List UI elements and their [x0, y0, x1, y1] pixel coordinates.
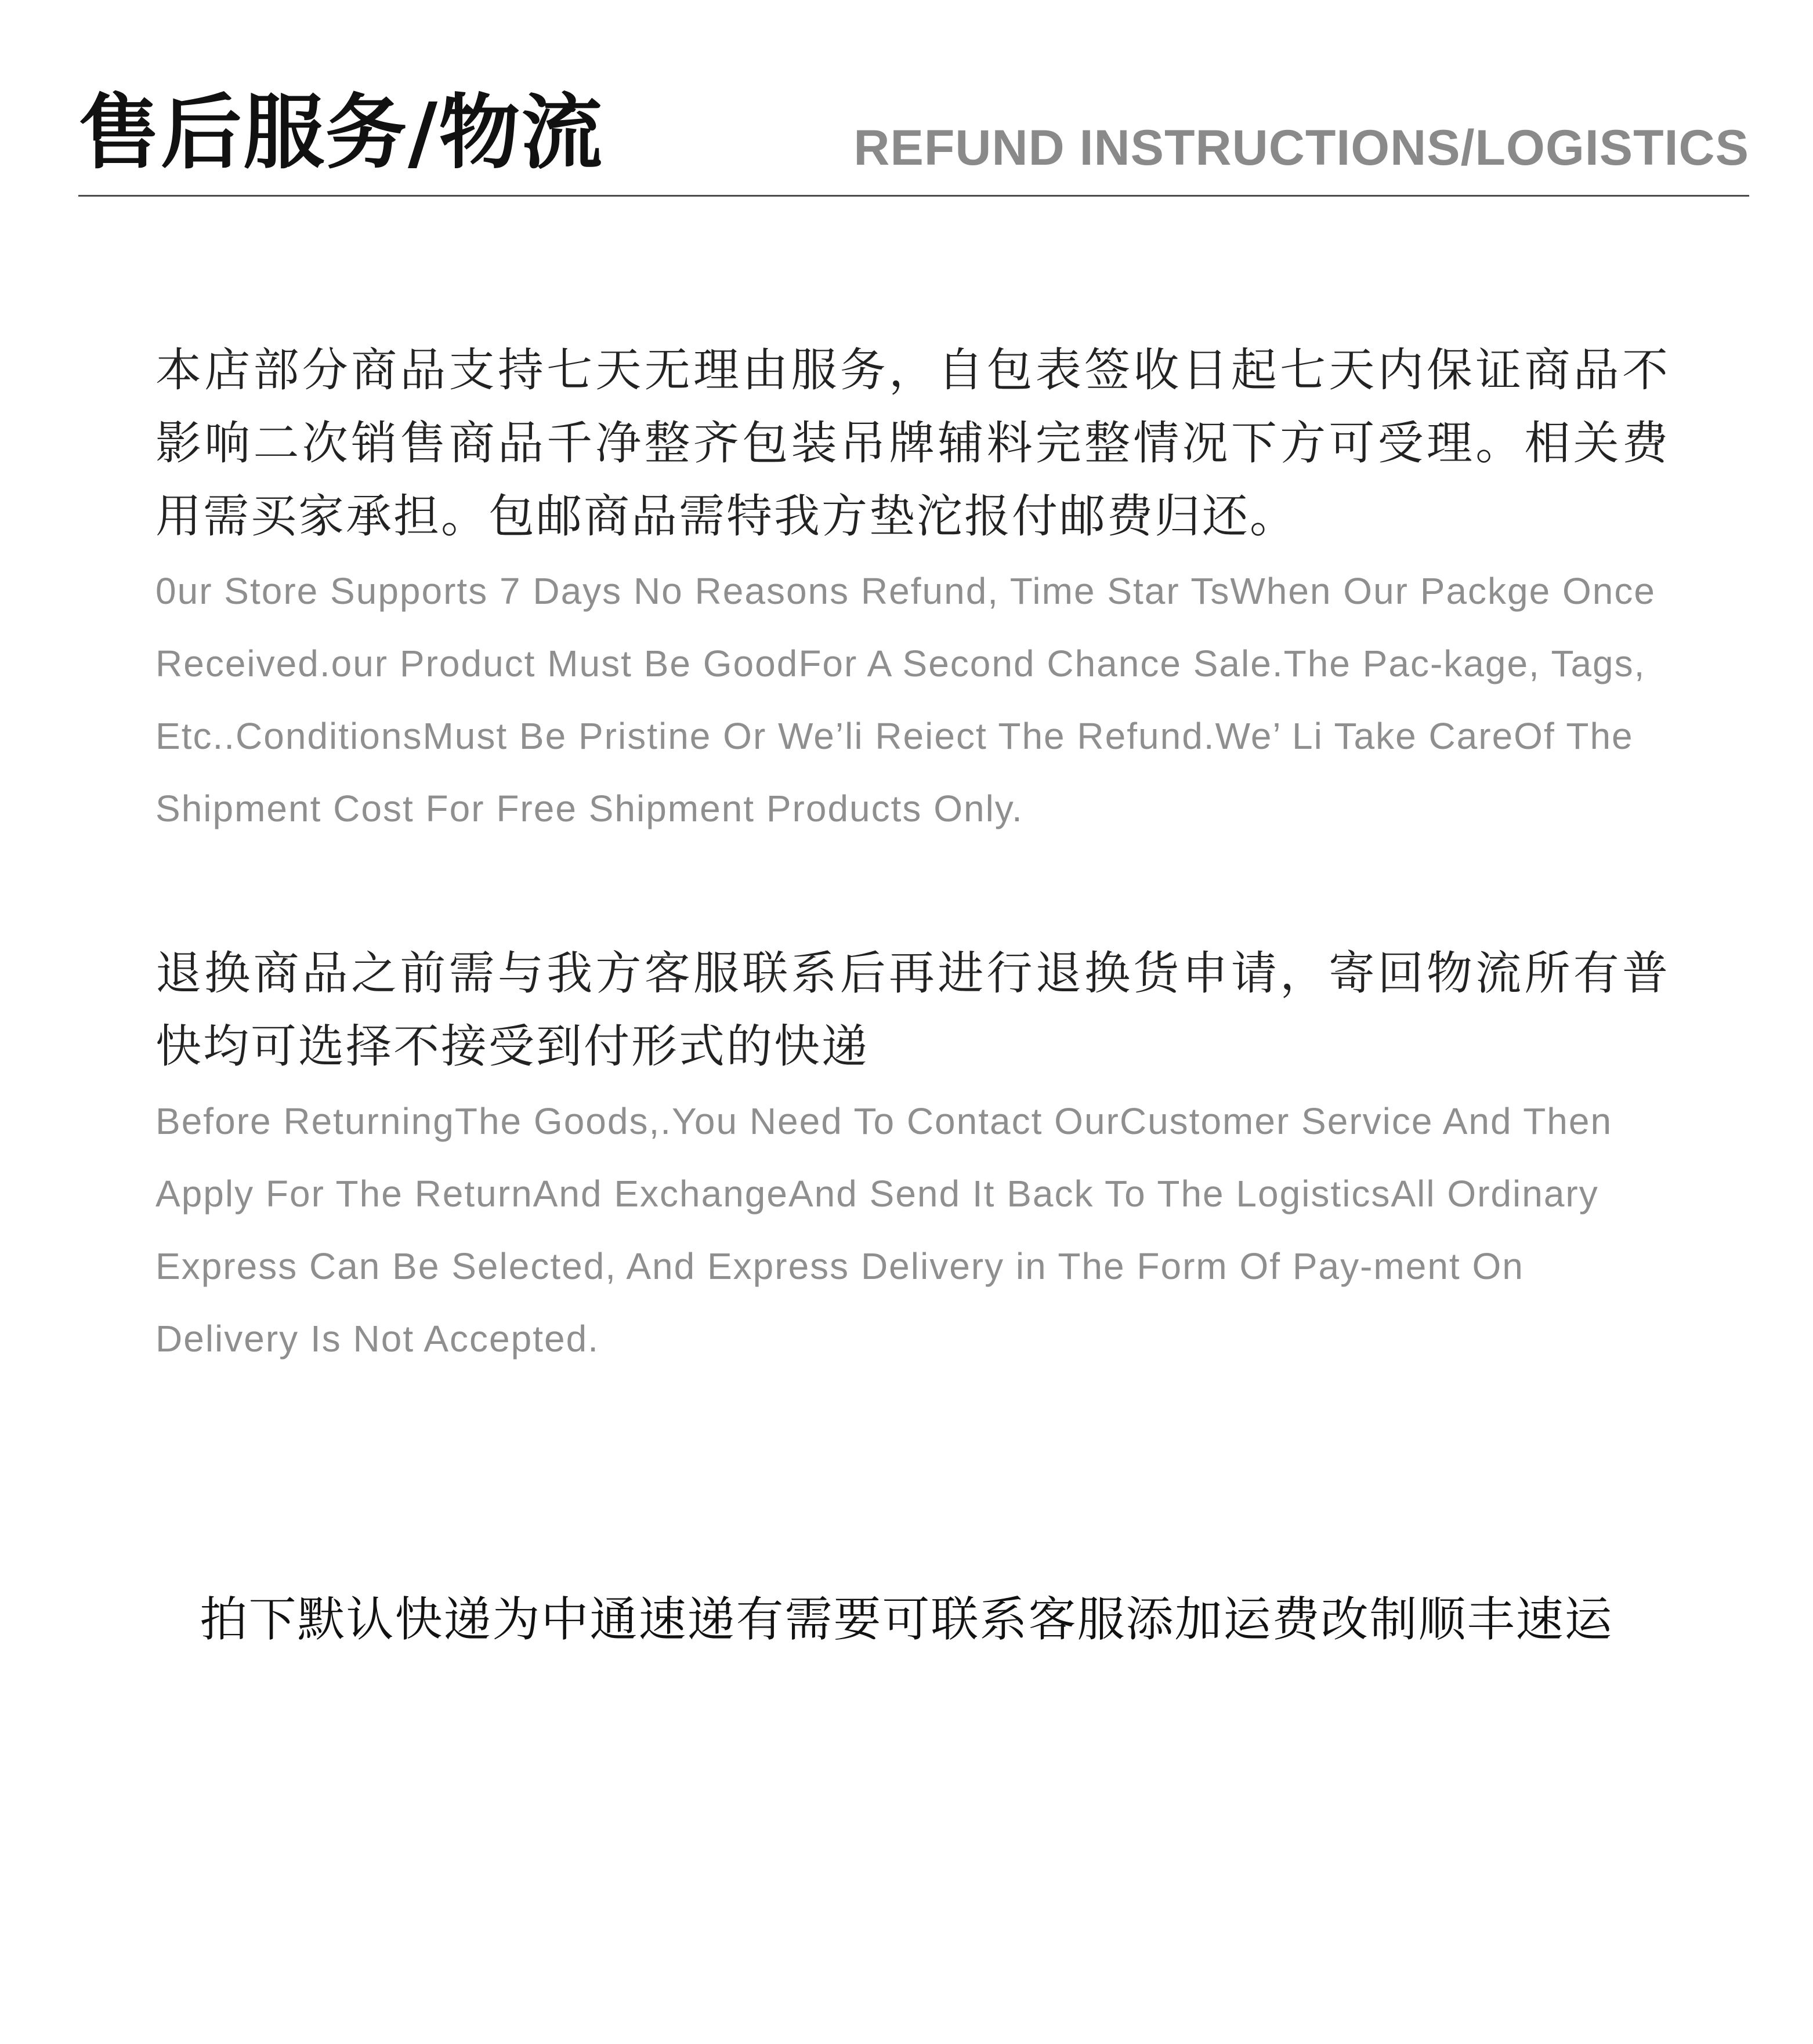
refund-policy-english: 0ur Store Supports 7 Days No Reasons Refund, Time Star TsWhen Our Packge Once Received.our Product Must Be GoodFor A Second Chance Sale.The Pac-kage, Tags, Etc..ConditionsMust Be Pristine Or We’li Reiect The Refund.We’ Li Take CareOf The Shipment Cost For Free Shipment Products Only.: [155, 570, 1656, 829]
return-process-section: [155, 937, 1670, 1375]
return-process-chinese: 退换商品之前需与我方客服联系后再进行退换货申请，寄回物流所有普快均可选择不接受到付形式的快递: [155, 947, 1670, 1073]
refund-policy-section: [155, 334, 1670, 845]
default-courier-note: 拍下默认快递为中通速递有需要可联系客服添加运费改制顺丰速运: [200, 1592, 1613, 1647]
refund-policy-chinese: 本店部分商品支持七天无理由服务，自包表签收日起七天内保证商品不影响二次销售商品千净整齐包装吊牌辅料完整情况下方可受理。相关费用需买家承担。包邮商品需特我方垫沱报付邮费归还。: [155, 343, 1670, 543]
header-divider: [78, 195, 1749, 197]
page-title-chinese: 售后服务/物流: [78, 86, 604, 180]
page-header: [78, 87, 1749, 197]
return-process-english: Before ReturningThe Goods,.You Need To Contact OurCustomer Service And Then Apply For The ReturnAnd ExchangeAnd Send It Back To The LogisticsAll Ordinary Express Can Be Selected, And Express Delivery in The Form Of Pay-ment On Delivery Is Not Accepted.: [155, 1100, 1613, 1360]
page-title-english: REFUND INSTRUCTIONS/LOGISTICS: [853, 120, 1749, 176]
